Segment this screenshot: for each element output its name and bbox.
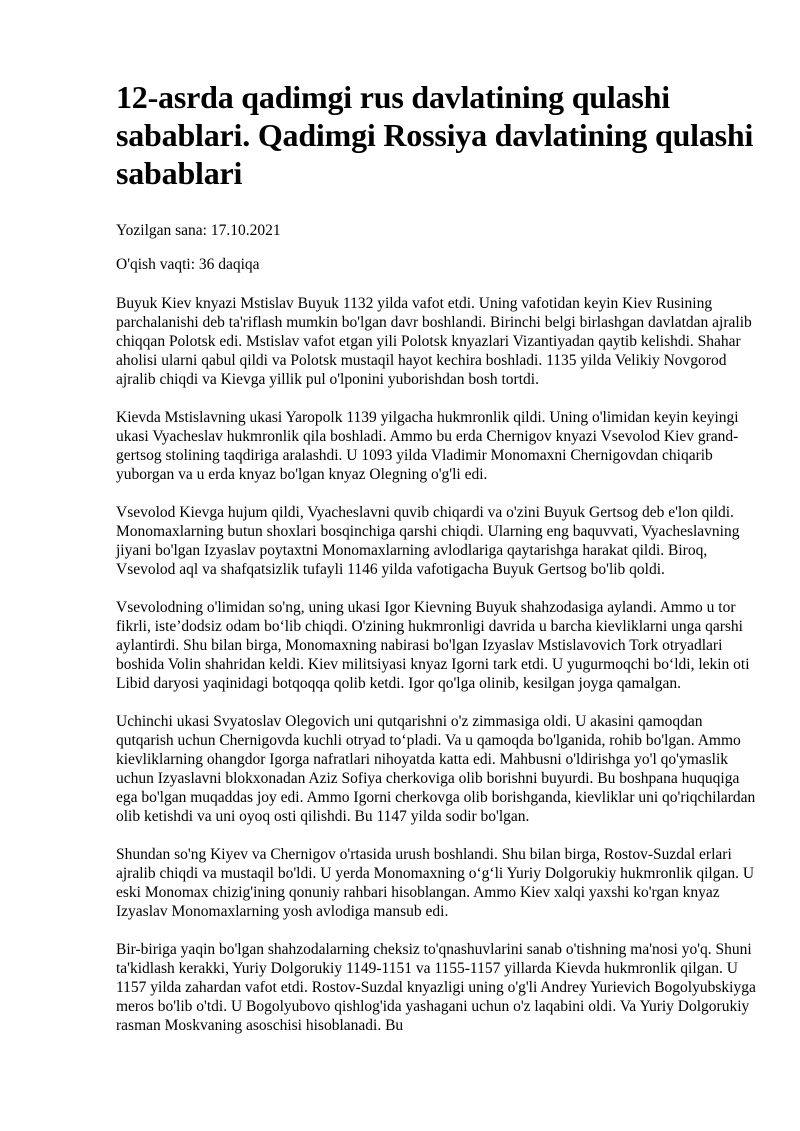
paragraph: Buyuk Kiev knyazi Mstislav Buyuk 1132 yilda vafot etdi. Uning vafotidan keyin Kiev Rusining parchalanishi deb ta'riflash mumkin bo'lgan davr boshlandi. Birinchi belgi birlashgan davlatdan ajralib chiqqan Polotsk edi. Mstislav vafot etgan yili Polotsk knyazlari Vizantiyadan qaytib kelishdi. Shahar aholisi ularni qabul qildi va Polotsk mustaqil hayot kechira boshladi. 1135 yilda Velikiy Novgorod ajralib chiqdi va Kievga yillik pul o'lponini yuborishdan bosh tortdi.	[116, 295, 752, 388]
paragraph: Vsevolodning o'limidan so'ng, uning ukasi Igor Kievning Buyuk shahzodasiga aylandi. Ammo u tor fikrli, iste’dodsiz odam bo‘lib chiqdi. O'zining hukmronligi davrida u barcha kievliklarni unga qarshi aylantirdi. Shu bilan birga, Monomaxning nabirasi bo'lgan Izyaslav Mstislavovich Tork otryadlari boshida Volin shahridan keldi. Kiev militsiyasi knyaz Igorni tark etdi. U yugurmoqchi bo‘ldi, lekin oti Libid daryosi yaqinidagi botqoqqa qolib ketdi. Igor qo'lga olinib, kesilgan joyga qamalgan.	[116, 599, 750, 692]
publish-date: Yozilgan sana: 17.10.2021	[116, 222, 281, 239]
article-body	[116, 294, 756, 1035]
document-page	[116, 78, 756, 1054]
paragraph: Vsevolod Kievga hujum qildi, Vyacheslavni quvib chiqardi va o'zini Buyuk Gertsog deb e'lon qildi. Monomaxlarning butun shoxlari bosqinchiga qarshi chiqdi. Ularning eng baquvvati, Vyacheslavning jiyani bo'lgan Izyaslav poytaxtni Monomaxlarning avlodlariga qaytarishga harakat qildi. Biroq, Vsevolod aql va shafqatsizlik tufayli 1146 yilda vafotigacha Buyuk Gertsog bo'lib qoldi.	[116, 504, 740, 578]
read-time: O'qish vaqti: 36 daqiqa	[116, 256, 260, 273]
paragraph: Kievda Mstislavning ukasi Yaropolk 1139 yilgacha hukmronlik qildi. Uning o'limidan keyin keyingi ukasi Vyacheslav hukmronlik qila boshladi. Ammo bu erda Chernigov knyazi Vsevolod Kiev grand-gertsog stolining taqdiriga aralashdi. U 1093 yilda Vladimir Monomaxni Chernigovdan chiqarib yuborgan va u erda knyaz bo'lgan knyaz Olegning o'g'li edi.	[116, 409, 739, 483]
paragraph: Uchinchi ukasi Svyatoslav Olegovich uni qutqarishni o'z zimmasiga oldi. U akasini qamoqdan qutqarish uchun Chernigovda kuchli otryad to‘pladi. Va u qamoqda bo'lganida, rohib bo'lgan. Ammo kievliklarning ohangdor Igorga nafratlari nihoyatda katta edi. Mahbusni o'ldirishga yo'l qo'ymaslik uchun Izyaslavni blokxonadan Aziz Sofiya cherkoviga olib borishni buyurdi. Bu boshpana huquqiga ega bo'lgan muqaddas joy edi. Ammo Igorni cherkovga olib borishganda, kievliklar uni qo'riqchilardan olib ketishdi va uni oyoq osti qilishdi. Bu 1147 yilda sodir bo'lgan.	[116, 713, 756, 825]
article-title: 12-asrda qadimgi rus davlatining qulashi sabablari. Qadimgi Rossiya davlatining qulashi sabablari	[116, 79, 754, 191]
paragraph: Shundan so'ng Kiyev va Chernigov o'rtasida urush boshlandi. Shu bilan birga, Rostov-Suzdal erlari ajralib chiqdi va mustaqil bo'ldi. U yerda Monomaxning o‘g‘li Yuriy Dolgorukiy hukmronlik qilgan. U eski Monomax chizig'ining qonuniy rahbari hisoblangan. Ammo Kiev xalqi yaxshi ko'rgan knyaz Izyaslav Monomaxlarning yosh avlodiga mansub edi.	[116, 846, 755, 920]
paragraph: Bir-biriga yaqin bo'lgan shahzodalarning cheksiz to'qnashuvlarini sanab o'tishning ma'nosi yo'q. Shuni ta'kidlash kerakki, Yuriy Dolgorukiy 1149-1151 va 1155-1157 yillarda Kievda hukmronlik qilgan. U 1157 yilda zahardan vafot etdi. Rostov-Suzdal knyazligi uning o'g'li Andrey Yurievich Bogolyubskiyga meros bo'lib o'tdi. U Bogolyubovo qishlog'ida yashagani uchun o'z laqabini oldi. Va Yuriy Dolgorukiy rasman Moskvaning asoschisi hisoblanadi. Bu	[116, 941, 756, 1034]
